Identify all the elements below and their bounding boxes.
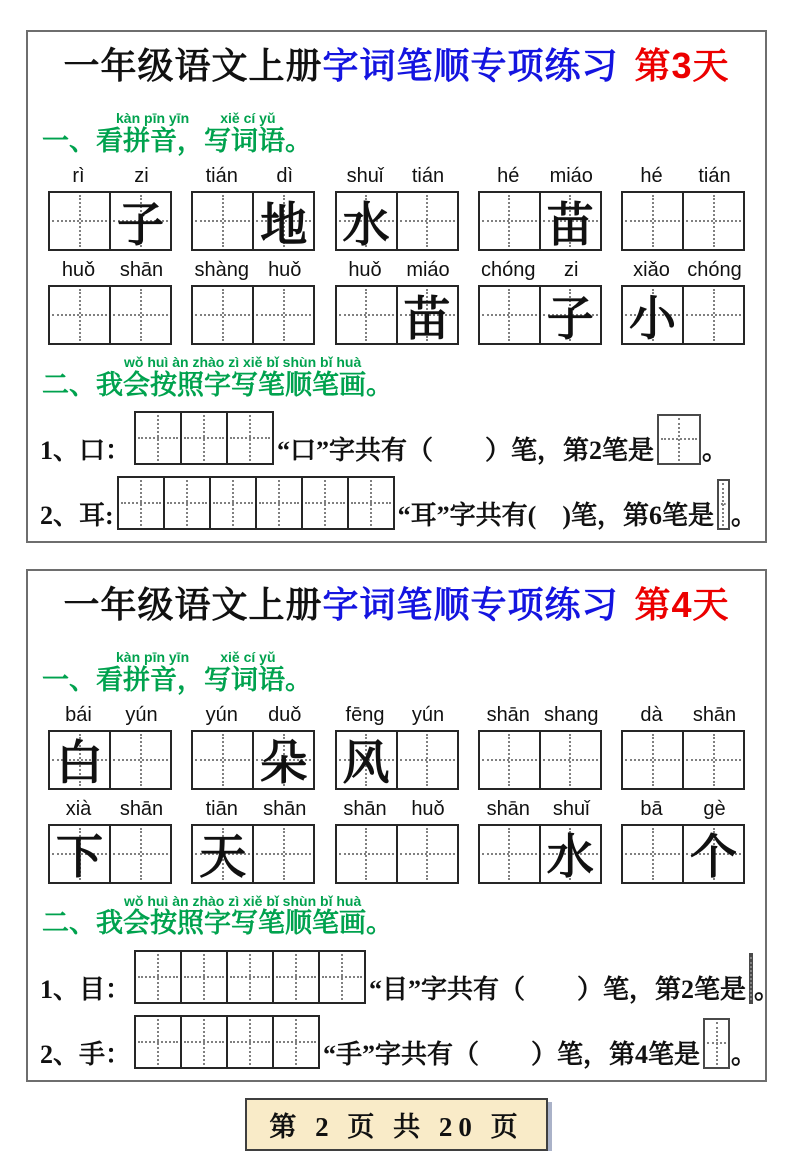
stroke-practice-cell [119,478,163,528]
question-text: “口”字共有（ ）笔，第2笔是 [277,435,655,465]
title-exercise-part: 字词笔顺专项练习 [322,583,619,625]
character-writing-grid [191,730,315,790]
word-item [42,798,178,884]
stroke-practice-grid [117,476,395,530]
writing-cell [480,193,539,249]
word-pinyin [334,165,460,188]
pinyin-syllable: gè [703,797,726,820]
writing-cell [539,732,600,788]
word-item [472,165,608,251]
character: 个 [690,832,737,885]
writing-cell [623,193,682,249]
character-writing-grid [621,730,745,790]
stroke-practice-cell [209,478,255,528]
character [541,732,600,788]
writing-cell [252,193,313,252]
writing-cell [396,193,457,249]
section2-heading: 二、我会按照字写笔顺笔画。 [42,369,393,400]
pinyin-syllable: tián [205,165,238,188]
character [193,193,252,249]
question-text: “耳”字共有( )笔，第6笔是 [397,500,714,530]
word-pinyin [334,704,460,727]
title-book-part: 一年级语文上册 [63,45,323,86]
stroke-practice-cell [272,1017,318,1067]
word-item [185,165,321,251]
character-writing-grid [621,285,745,345]
character [480,287,539,343]
pinyin-syllable: huǒ [268,259,302,282]
character [111,287,170,343]
character: 子 [546,293,594,346]
writing-cell [337,826,396,882]
character: 水 [342,199,390,252]
stroke-practice-cell [347,478,393,528]
writing-cell [337,287,396,343]
pinyin-syllable: shuǐ [552,797,590,820]
writing-cell [50,287,109,343]
pinyin-syllable: tiān [205,797,238,820]
stroke-question [28,476,765,531]
section2-pinyin: wǒ huì àn zhào zì xiě bǐ shùn bǐ huà [124,354,362,371]
writing-cell [109,732,170,788]
stroke-practice-cell [226,413,272,463]
character [337,287,396,343]
pinyin-syllable: shān [263,797,307,820]
title-day-badge: 第4天 [634,583,730,625]
word-pinyin [47,798,173,821]
word-row [28,798,765,884]
pinyin-syllable: huǒ [61,259,96,282]
question-text: “手”字共有（ ）笔，第4笔是 [323,1039,701,1069]
answer-box [703,1018,730,1069]
word-item [42,259,178,345]
section1-pinyin: kàn pīn yīn xiě cí yǔ [116,649,276,666]
word-item [472,798,608,884]
word-item [615,259,751,345]
pinyin-syllable: zi [134,165,149,188]
answer-box [749,953,753,1004]
stroke-practice-cell [301,478,347,528]
character [193,732,252,788]
character-writing-grid [48,730,172,790]
stroke-question [28,950,781,1005]
word-item [615,798,751,884]
question-label: 2、手： [40,1039,132,1069]
pinyin-syllable: zi [564,259,579,282]
word-item [185,259,321,345]
character [50,193,109,249]
pinyin-syllable: shàng [194,259,249,282]
pinyin-syllable: hé [640,165,663,188]
character [684,193,743,249]
word-item [42,704,178,790]
word-pinyin [334,798,460,821]
stroke-practice-cell [136,1017,180,1067]
pinyin-syllable: shān [486,703,530,726]
question-period: 。 [702,435,729,465]
pinyin-syllable: miáo [406,259,450,282]
character [623,732,682,788]
stroke-practice-grid [134,411,274,465]
pinyin-syllable: shang [544,703,599,726]
character [480,826,539,882]
pinyin-syllable: dì [276,165,294,188]
pinyin-syllable: hé [497,165,520,188]
day3-worksheet-card [26,30,767,543]
word-pinyin [190,165,316,188]
writing-cell [193,287,252,343]
word-item [615,165,751,251]
pinyin-syllable: xià [65,797,92,820]
title-exercise-part: 字词笔顺专项练习 [322,45,619,86]
pinyin-syllable: tián [698,165,731,188]
word-item [472,704,608,790]
section1-heading: 一、看拼音，写词语。 [42,664,312,695]
writing-cell [109,287,170,343]
character-writing-grid [478,285,602,345]
writing-cell [252,287,313,343]
stroke-practice-cell [318,952,364,1002]
character [623,193,682,249]
character [480,193,539,249]
character [111,732,170,788]
word-pinyin [620,798,746,821]
pinyin-syllable: miáo [549,165,593,188]
writing-cell [682,826,743,885]
pinyin-syllable: fēng [345,703,385,726]
character-writing-grid [478,730,602,790]
pinyin-syllable: shān [486,797,530,820]
word-pinyin [190,704,316,727]
word-row [28,704,765,790]
question-period: 。 [754,974,781,1004]
writing-cell [193,193,252,249]
word-item [329,704,465,790]
writing-cell [539,287,600,346]
stroke-practice-grid [134,1015,320,1069]
character: 朵 [260,738,308,791]
pinyin-syllable: bái [65,703,92,726]
stroke-practice-cell [226,1017,272,1067]
stroke-practice-cell [226,952,272,1002]
section1-pinyin: kàn pīn yīn xiě cí yǔ [116,110,276,127]
character [254,287,313,343]
word-pinyin [190,798,316,821]
pinyin-syllable: tián [411,165,445,188]
character-writing-grid [335,730,459,790]
worksheet-title [28,583,765,626]
title-day-badge: 第3天 [634,45,730,86]
writing-cell [396,732,457,788]
writing-cell [193,732,252,788]
stroke-question [28,1015,765,1070]
pinyin-syllable: xiǎo [633,259,670,282]
word-item [615,704,751,790]
stroke-practice-cell [136,952,180,1002]
writing-cell [396,826,457,882]
character: 下 [56,832,103,885]
character-writing-grid [478,191,602,251]
word-row [28,165,765,251]
pinyin-syllable: yún [205,703,238,726]
writing-cell [252,826,313,882]
character [684,287,743,343]
stroke-practice-cell [180,1017,226,1067]
writing-cell [396,287,457,346]
pinyin-syllable: bā [640,797,663,820]
character: 地 [260,199,308,252]
writing-cell [109,193,170,252]
character-writing-grid [335,191,459,251]
writing-cell [623,826,682,882]
character [193,287,252,343]
writing-cell [337,732,396,791]
character-writing-grid [191,285,315,345]
word-pinyin [620,704,746,727]
pinyin-syllable: rì [72,165,85,188]
question-text: “目”字共有（ ）笔，第2笔是 [369,974,747,1004]
pinyin-syllable: chóng [687,259,742,282]
word-pinyin [620,165,746,188]
day4-worksheet-card [26,569,781,1082]
section1-heading: 一、看拼音，写词语。 [42,125,312,156]
pinyin-syllable: chóng [481,259,536,282]
stroke-practice-cell [163,478,209,528]
page-number-text: 第 2 页 共 20 页 [269,1111,524,1142]
question-label: 2、耳: [40,500,114,530]
character-writing-grid [335,824,459,884]
pinyin-syllable: duǒ [268,703,302,726]
character: 苗 [403,293,451,346]
stroke-practice-cell [255,478,301,528]
writing-cell [480,287,539,343]
writing-cell [109,826,170,882]
character: 子 [117,199,164,252]
writing-cell [480,826,539,882]
character: 天 [199,832,247,885]
word-pinyin [477,259,603,282]
pinyin-syllable: huǒ [348,259,382,282]
section2-pinyin: wǒ huì àn zhào zì xiě bǐ shùn bǐ huà [124,892,362,909]
character [623,826,682,882]
pinyin-syllable: shān [119,259,164,282]
character: 白 [56,738,103,791]
stroke-practice-cell [136,413,180,463]
worksheet-title [28,44,765,87]
writing-cell [682,287,743,343]
character [337,826,396,882]
character-writing-grid [335,285,459,345]
character-writing-grid [621,191,745,251]
stroke-practice-cell [272,952,318,1002]
word-pinyin [334,259,460,282]
pinyin-syllable: yún [125,703,158,726]
writing-cell [337,193,396,252]
answer-box [717,479,730,530]
pinyin-syllable: shān [119,797,164,820]
character [480,732,539,788]
stroke-practice-cell [180,952,226,1002]
writing-cell [50,826,109,885]
word-row [28,259,765,345]
writing-cell [539,193,600,252]
word-item [329,798,465,884]
character-writing-grid [478,824,602,884]
stroke-practice-cell [180,413,226,463]
pinyin-syllable: yún [411,703,445,726]
character: 风 [342,738,390,791]
writing-cell [682,193,743,249]
pinyin-syllable: shān [343,797,387,820]
character [684,732,743,788]
word-item [185,704,321,790]
section2-heading: 二、我会按照字写笔顺笔画。 [42,908,393,939]
writing-cell [252,732,313,791]
stroke-question [28,411,765,466]
character: 小 [629,293,676,346]
word-pinyin [477,165,603,188]
stroke-practice-grid [134,950,366,1004]
character [254,826,313,882]
character: 水 [546,832,594,885]
word-pinyin [47,704,173,727]
character: 苗 [546,199,594,252]
pinyin-syllable: shān [692,703,737,726]
question-label: 1、口： [40,435,132,465]
character [398,732,457,788]
character-writing-grid [48,824,172,884]
word-pinyin [47,259,173,282]
writing-cell [623,287,682,346]
character [111,826,170,882]
writing-cell [480,732,539,788]
word-pinyin [477,704,603,727]
character-writing-grid [48,191,172,251]
writing-cell [623,732,682,788]
character [398,826,457,882]
writing-cell [539,826,600,885]
character-writing-grid [48,285,172,345]
pinyin-syllable: dà [640,703,663,726]
word-item [329,259,465,345]
writing-cell [682,732,743,788]
character-writing-grid [191,191,315,251]
writing-cell [50,732,109,791]
character-writing-grid [621,824,745,884]
word-item [185,798,321,884]
answer-box [657,414,701,465]
word-item [329,165,465,251]
writing-cell [193,826,252,885]
word-item [472,259,608,345]
word-pinyin [620,259,746,282]
word-pinyin [47,165,173,188]
character [50,287,109,343]
page-number-badge [245,1098,547,1151]
writing-cell [50,193,109,249]
title-book-part: 一年级语文上册 [63,583,323,625]
question-label: 1、目： [40,974,132,1004]
word-item [42,165,178,251]
word-pinyin [477,798,603,821]
pinyin-syllable: huǒ [411,797,445,820]
question-period: 。 [730,500,757,530]
pinyin-syllable: shuǐ [346,165,384,188]
character-writing-grid [191,824,315,884]
character [398,193,457,249]
question-period: 。 [730,1039,757,1069]
word-pinyin [190,259,316,282]
